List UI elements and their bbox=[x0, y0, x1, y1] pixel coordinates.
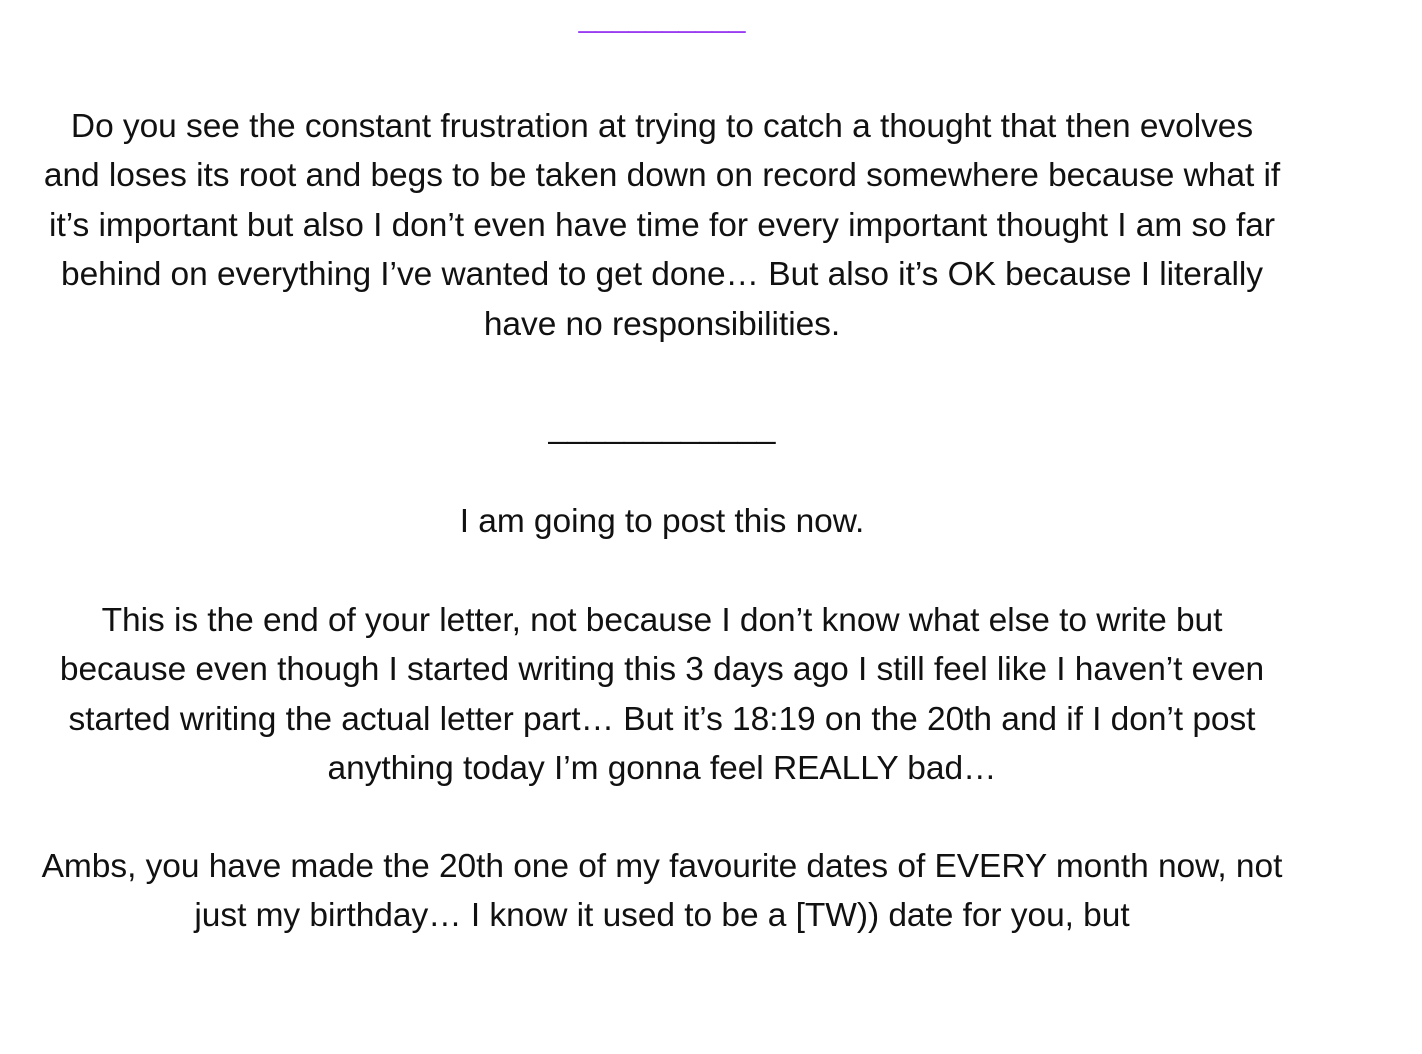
paragraph-end-of-letter: This is the end of your letter, not because I don’t know what else to write but because even though I started writing this 3 days ago I still feel like I haven’t even started writing the actual letter part… But it’s 18:19 on the 20th and if I don’t post anything today I’m gonna feel REALLY bad… bbox=[59, 602, 1265, 788]
paragraph-favourite-dates: Ambs, you have made the 20th one of my favourite dates of EVERY month now, not just my birthday… I know it used to be a [TW)) date for you, but bbox=[41, 848, 1283, 935]
paragraph-thought-frustration: Do you see the constant frustration at trying to catch a thought that then evolves and loses its root and begs to be taken down on record somewhere because what if it’s important but also I don’t even have time for every important thought I am so far behind on everything I’ve wanted to get done… But also it’s OK because I literally have no responsibilities. bbox=[43, 108, 1281, 343]
section-divider: ____________ bbox=[548, 407, 776, 445]
top-divider: __________ bbox=[578, 1, 746, 34]
paragraph-post-now: I am going to post this now. bbox=[459, 503, 865, 540]
